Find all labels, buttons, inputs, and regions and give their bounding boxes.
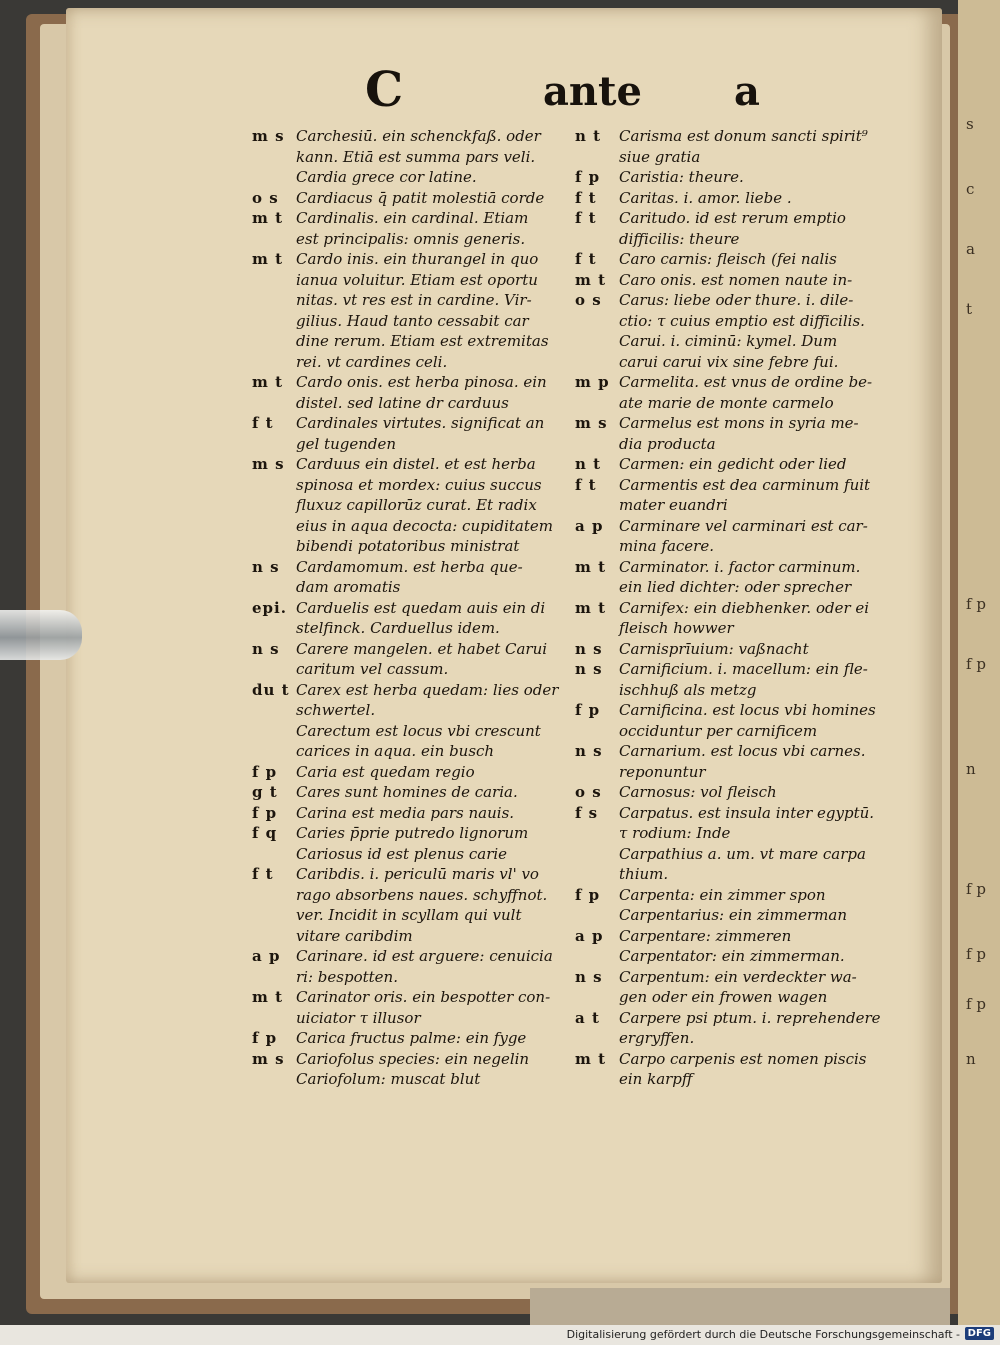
entry-line: Cardinalis. ein cardinal. Etiam — [296, 209, 529, 227]
entry-line: rei. vt cardines celi. — [296, 352, 448, 371]
margin-fragment: c — [966, 180, 975, 198]
entry-line: thium. — [619, 865, 669, 883]
funding-credit: Digitalisierung gefördert durch die Deutsche Forschungsgemeinschaft - — [566, 1328, 960, 1341]
entry-text — [619, 659, 880, 700]
grammar-tag: f p — [252, 762, 278, 781]
entry-line: ein lied dichter: oder sprecher — [619, 578, 852, 596]
entry-text — [619, 926, 880, 967]
entry-line: Cariofolum: muscat blut — [296, 1070, 481, 1088]
entry-line: Carina est media pars nauis. — [296, 803, 515, 822]
entry-text — [619, 290, 880, 372]
margin-fragment: n — [966, 760, 976, 778]
margin-fragment: f p — [966, 945, 986, 963]
running-header — [0, 62, 1000, 122]
entry-line: Carus: liebe oder thure. i. dile- — [619, 291, 854, 309]
entry-line: Carduus ein distel. et est herba — [296, 455, 536, 473]
entry-line: distel. sed latine dr carduus — [296, 393, 509, 412]
entry-line: Carinator oris. ein bespotter con- — [296, 988, 551, 1006]
entry-line: Carpathius a. um. vt mare carpa — [619, 844, 866, 863]
grammar-tag: a p — [252, 947, 281, 965]
dictionary-entry — [252, 249, 567, 372]
entry-line: Carmentis est dea carminum fuit — [619, 475, 871, 494]
dictionary-entry — [575, 167, 880, 188]
dictionary-entry — [575, 126, 880, 167]
dictionary-entry — [575, 372, 880, 413]
grammar-tag: f t — [575, 250, 597, 268]
entry-line: Cardamomum. est herba que- — [296, 557, 523, 576]
entry-line: Carduelis est quedam auis ein di — [296, 598, 546, 617]
entry-line: Carpentum: ein verdeckter wa- — [619, 967, 857, 986]
entry-line: Carnificina. est locus vbi homines — [619, 701, 876, 719]
dictionary-entry — [575, 290, 880, 372]
entry-line: dam aromatis — [296, 578, 401, 596]
entry-text — [296, 126, 567, 188]
footer-bar — [0, 1325, 1000, 1345]
entry-line: Carectum est locus vbi crescunt — [296, 721, 541, 740]
entry-line: occiduntur per carnificem — [619, 721, 818, 740]
entry-line: ate marie de monte carmelo — [619, 393, 834, 412]
grammar-tag: m t — [575, 1049, 607, 1068]
dictionary-entry — [252, 208, 567, 249]
entry-line: Carpo carpenis est nomen piscis — [619, 1049, 867, 1068]
entry-line: Carica fructus palme: ein fyge — [296, 1029, 527, 1047]
margin-fragment: f p — [966, 595, 986, 613]
entry-line: spinosa et mordex: cuius succus — [296, 475, 542, 494]
dictionary-entry — [252, 188, 567, 209]
dictionary-entry — [575, 557, 880, 598]
dictionary-entry — [575, 475, 880, 516]
dictionary-entry — [252, 782, 567, 803]
entry-line: Carex est herba quedam: lies oder — [296, 680, 559, 699]
dictionary-entry — [252, 803, 567, 824]
entry-text — [296, 987, 567, 1028]
entry-text — [296, 823, 567, 864]
entry-line: Carnifex: ein diebhenker. oder ei — [619, 598, 870, 617]
entry-text — [296, 188, 567, 209]
grammar-tag: n s — [575, 660, 603, 678]
entry-line: bibendi potatoribus ministrat — [296, 537, 520, 555]
entry-text — [296, 782, 567, 803]
grammar-tag: m s — [252, 127, 285, 145]
entry-text — [619, 803, 880, 885]
entry-text — [296, 946, 567, 987]
entry-line: gilius. Haud tanto cessabit car — [296, 311, 529, 330]
dictionary-entry — [252, 987, 567, 1028]
entry-line: caritum vel cassum. — [296, 660, 449, 678]
dictionary-entry — [575, 659, 880, 700]
grammar-tag: m t — [252, 209, 284, 227]
entry-line: Carpere psi ptum. i. reprehendere — [619, 1008, 881, 1027]
entry-line: gel tugenden — [296, 434, 397, 453]
entry-text — [619, 1049, 880, 1090]
dictionary-entry — [575, 188, 880, 209]
grammar-tag: f p — [575, 885, 601, 904]
grammar-tag: f t — [575, 188, 597, 207]
entry-text — [619, 557, 880, 598]
dictionary-entry — [252, 598, 567, 639]
entry-text — [296, 557, 567, 598]
grammar-tag: n t — [575, 127, 602, 145]
dictionary-entry — [575, 454, 880, 475]
entry-line: ischhuß als metzg — [619, 680, 757, 699]
grammar-tag: o s — [575, 783, 602, 801]
entry-line: ergryffen. — [619, 1029, 695, 1047]
page-holder-clip — [0, 610, 82, 660]
entry-line: Caritudo. id est rerum emptio — [619, 209, 846, 227]
grammar-tag: m t — [252, 988, 284, 1006]
dictionary-entry — [575, 598, 880, 639]
grammar-tag: m t — [252, 373, 284, 391]
entry-line: ver. Incidit in scyllam qui vult — [296, 906, 522, 924]
entry-line: Caries p̄prie putredo lignorum — [296, 824, 529, 842]
entry-line: vitare caribdim — [296, 926, 413, 945]
margin-fragment: f p — [966, 995, 986, 1013]
dictionary-entry — [575, 516, 880, 557]
entry-line: Carnisprīuium: vaßnacht — [619, 639, 809, 658]
grammar-tag: m s — [252, 455, 285, 473]
entry-line: fleisch howwer — [619, 619, 734, 637]
dictionary-entry — [252, 413, 567, 454]
entry-line: ianua voluitur. Etiam est oportu — [296, 270, 538, 289]
grammar-tag: o s — [252, 188, 279, 207]
grammar-tag: f p — [575, 168, 601, 186]
dictionary-entry — [575, 926, 880, 967]
grammar-tag: f p — [252, 1029, 278, 1047]
grammar-tag: m t — [575, 270, 607, 289]
entry-text — [619, 741, 880, 782]
entry-text — [619, 700, 880, 741]
dfg-logo: DFG — [965, 1327, 994, 1340]
entry-line: Carui. i. ciminū: kymel. Dum — [619, 332, 838, 350]
dictionary-entry — [252, 372, 567, 413]
entry-line: difficilis: theure — [619, 229, 740, 248]
entry-line: Caristia: theure. — [619, 168, 744, 186]
grammar-tag: f t — [575, 209, 597, 227]
grammar-tag: f s — [575, 803, 599, 822]
entry-line: Caribdis. i. periculū maris vl' vo — [296, 865, 539, 883]
dictionary-entry — [575, 741, 880, 782]
entry-text — [619, 126, 880, 167]
entry-line: Caro onis. est nomen naute in- — [619, 270, 853, 289]
dictionary-entry — [575, 967, 880, 1008]
entry-line: mina facere. — [619, 537, 714, 555]
grammar-tag: a p — [575, 516, 604, 535]
entry-line: reponuntur — [619, 762, 706, 781]
next-page-edge — [958, 0, 1000, 1325]
entry-line: Carnosus: vol fleisch — [619, 783, 777, 801]
entry-text — [619, 782, 880, 803]
entry-text — [296, 639, 567, 680]
entry-line: τ rodium: Inde — [619, 824, 731, 842]
entry-line: Carpatus. est insula inter egyptū. — [619, 803, 875, 822]
entry-text — [619, 413, 880, 454]
entry-text — [619, 270, 880, 291]
entry-text — [296, 372, 567, 413]
binding-bottom — [530, 1288, 950, 1325]
grammar-tag: f t — [252, 865, 274, 883]
entry-line: Carpentare: zimmeren — [619, 926, 792, 945]
entry-line: est principalis: omnis generis. — [296, 229, 526, 248]
dictionary-entry — [575, 700, 880, 741]
entry-line: stelfinck. Carduellus idem. — [296, 619, 500, 637]
entry-text — [619, 475, 880, 516]
grammar-tag: n s — [575, 967, 603, 986]
entry-line: Carmelus est mons in syria me- — [619, 414, 859, 432]
dictionary-entry — [575, 249, 880, 270]
grammar-tag: n s — [575, 639, 603, 658]
dictionary-entry — [252, 864, 567, 946]
margin-fragment: s — [966, 115, 974, 133]
entry-text — [619, 188, 880, 209]
grammar-tag: a t — [575, 1008, 600, 1027]
dictionary-entry — [575, 1008, 880, 1049]
dictionary-entry — [575, 270, 880, 291]
margin-fragment: a — [966, 240, 975, 258]
grammar-tag: n s — [575, 742, 603, 760]
dictionary-entry — [575, 639, 880, 660]
entry-line: Cares sunt homines de caria. — [296, 783, 518, 801]
margin-fragment: f p — [966, 880, 986, 898]
entry-text — [619, 967, 880, 1008]
left-column — [252, 126, 567, 1090]
entry-text — [296, 249, 567, 372]
grammar-tag: m s — [575, 414, 608, 432]
entry-line: nitas. vt res est in cardine. Vir- — [296, 291, 532, 309]
header-letter: C — [365, 62, 404, 118]
entry-line: Caritas. i. amor. liebe . — [619, 188, 792, 207]
grammar-tag: m t — [252, 250, 284, 268]
entry-line: ctio: τ cuius emptio est difficilis. — [619, 311, 865, 330]
entry-line: dine rerum. Etiam est extremitas — [296, 332, 549, 350]
grammar-tag: a p — [575, 926, 604, 945]
entry-line: Carminare vel carminari est car- — [619, 516, 868, 535]
entry-line: Caro carnis: fleisch (fei nalis — [619, 250, 837, 268]
header-suffix: a — [734, 68, 760, 115]
entry-text — [296, 680, 567, 762]
entry-line: eius in aqua decocta: cupiditatem — [296, 516, 554, 535]
entry-line: gen oder ein frowen wagen — [619, 988, 828, 1006]
grammar-tag: f t — [575, 475, 597, 494]
right-column — [575, 126, 880, 1090]
grammar-tag: f q — [252, 824, 278, 842]
entry-line: Cardo onis. est herba pinosa. ein — [296, 373, 547, 391]
dictionary-entry — [575, 803, 880, 885]
entry-line: mater euandri — [619, 496, 728, 514]
entry-line: Carmen: ein gedicht oder lied — [619, 455, 847, 473]
entry-line: Carinare. id est arguere: cenuicia — [296, 947, 553, 965]
entry-line: Cariofolus species: ein negelin — [296, 1049, 530, 1068]
entry-line: rago absorbens naues. schyffnot. — [296, 885, 548, 904]
dictionary-entry — [252, 454, 567, 557]
entry-text — [619, 1008, 881, 1049]
dictionary-entry — [252, 946, 567, 987]
grammar-tag: n t — [575, 455, 602, 473]
grammar-tag: m t — [575, 557, 607, 576]
entry-line: ri: bespotten. — [296, 967, 398, 986]
dictionary-entry — [575, 1049, 880, 1090]
dictionary-entry — [575, 208, 880, 249]
entry-line: ein karpff — [619, 1070, 693, 1088]
entry-line: Carpentator: ein zimmerman. — [619, 947, 845, 965]
entry-text — [619, 516, 880, 557]
entry-text — [619, 639, 880, 660]
grammar-tag: du t — [252, 680, 290, 699]
entry-line: Carminator. i. factor carminum. — [619, 557, 861, 576]
entry-line: Caria est quedam regio — [296, 762, 475, 781]
header-word: ante — [543, 68, 642, 115]
grammar-tag: n s — [252, 557, 280, 576]
grammar-tag: o s — [575, 291, 602, 309]
entry-text — [296, 864, 567, 946]
dictionary-entry — [252, 762, 567, 783]
entry-text — [296, 208, 567, 249]
entry-line: carices in aqua. ein busch — [296, 742, 495, 760]
entry-text — [296, 762, 567, 783]
dictionary-entry — [252, 1028, 567, 1049]
dictionary-entry — [252, 557, 567, 598]
entry-text — [296, 1049, 567, 1090]
entry-line: kann. Etiā est summa pars veli. — [296, 147, 536, 166]
dictionary-entry — [252, 823, 567, 864]
entry-line: Cardia grece cor latine. — [296, 168, 477, 186]
dictionary-entry — [575, 782, 880, 803]
grammar-tag: f p — [252, 803, 278, 822]
entry-text — [296, 413, 567, 454]
entry-text — [296, 803, 567, 824]
entry-line: carui carui vix sine febre fui. — [619, 352, 839, 371]
entry-line: uiciator τ illusor — [296, 1008, 421, 1027]
entry-text — [619, 208, 880, 249]
entry-text — [296, 454, 567, 557]
dictionary-entry — [252, 680, 567, 762]
dictionary-entry — [252, 639, 567, 680]
margin-fragment: n — [966, 1050, 976, 1068]
entry-text — [296, 1028, 567, 1049]
entry-text — [619, 372, 880, 413]
margin-fragment: f p — [966, 655, 986, 673]
entry-line: Carisma est donum sancti spirit⁹ — [619, 127, 868, 145]
grammar-tag: g t — [252, 783, 278, 801]
margin-fragment: t — [966, 300, 973, 318]
entry-line: Carmelita. est vnus de ordine be- — [619, 373, 873, 391]
grammar-tag: m p — [575, 373, 610, 391]
entry-line: Carere mangelen. et habet Carui — [296, 639, 548, 658]
grammar-tag: n s — [252, 639, 280, 658]
entry-line: Carnificium. i. macellum: ein fle- — [619, 660, 868, 678]
entry-text — [619, 167, 880, 188]
grammar-tag: f t — [252, 414, 274, 432]
dictionary-entry — [252, 1049, 567, 1090]
entry-text — [619, 249, 880, 270]
dictionary-entry — [575, 885, 880, 926]
entry-line: Cardinales virtutes. significat an — [296, 414, 545, 432]
entry-text — [619, 885, 880, 926]
dictionary-entry — [575, 413, 880, 454]
entry-line: dia producta — [619, 434, 716, 453]
entry-line: fluxuz capillorūz curat. Et radix — [296, 496, 537, 514]
grammar-tag: epi. — [252, 598, 287, 617]
entry-line: Carpenta: ein zimmer spon — [619, 885, 826, 904]
entry-line: siue gratia — [619, 147, 701, 166]
entry-line: Carchesiū. ein schenckfaß. oder — [296, 127, 541, 145]
grammar-tag: m t — [575, 598, 607, 617]
grammar-tag: m s — [252, 1049, 285, 1068]
entry-line: Cardo inis. ein thurangel in quo — [296, 250, 539, 268]
entry-text — [296, 598, 567, 639]
grammar-tag: f p — [575, 701, 601, 719]
entry-line: schwertel. — [296, 701, 376, 719]
entry-text — [619, 598, 880, 639]
entry-line: Carpentarius: ein zimmerman — [619, 906, 847, 924]
entry-line: Cardiacus q̄ patit molestiā corde — [296, 188, 545, 207]
entry-text — [619, 454, 880, 475]
dictionary-entry — [252, 126, 567, 188]
entry-line: Cariosus id est plenus carie — [296, 844, 508, 863]
entry-line: Carnarium. est locus vbi carnes. — [619, 742, 866, 760]
